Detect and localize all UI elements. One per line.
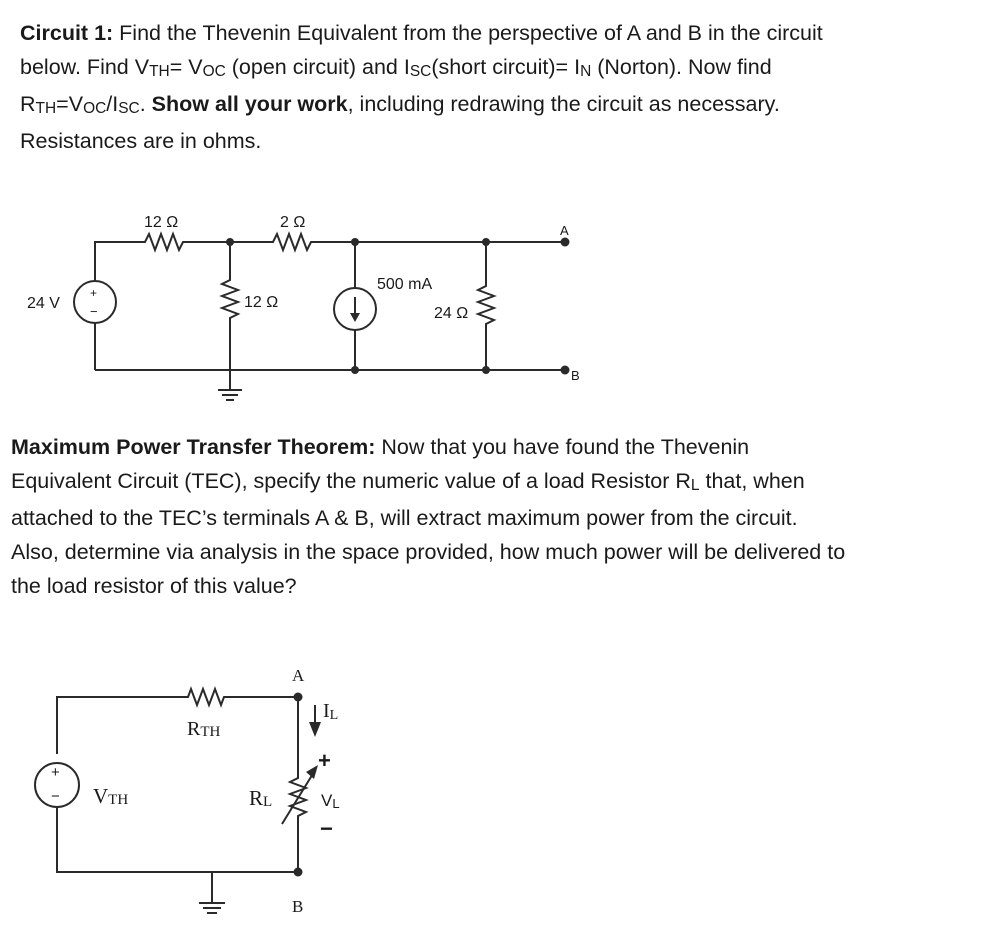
rth-label	[187, 718, 221, 740]
terminal-b-dot	[294, 868, 303, 877]
rl-subscript: L	[690, 476, 700, 494]
emphasis-text: Show all your work	[151, 92, 348, 116]
rl-sub: L	[263, 794, 273, 810]
il-sub: L	[329, 708, 339, 723]
problem1-line3-c: /I	[106, 92, 119, 116]
rl-main: R	[249, 786, 264, 810]
il-label	[323, 700, 338, 723]
isc-subscript: SC	[409, 62, 432, 80]
vl-label	[321, 791, 340, 811]
problem2-line3: attached to the TEC’s terminals A & B, will extract maximum power from the circuit.	[11, 506, 798, 530]
vl-sub: L	[332, 796, 340, 811]
problem1-line3-e: , including redrawing the circuit as necessary.	[347, 92, 780, 116]
problem1-line2-a: below. Find V	[20, 55, 150, 79]
vth-label	[93, 784, 128, 808]
r4-label: 24 Ω	[434, 305, 469, 322]
vth-subscript: TH	[149, 62, 170, 80]
source-plus-sign: +	[90, 286, 98, 300]
rth-sub: TH	[200, 724, 221, 740]
problem2-line1: Now that you have found the Thevenin	[375, 435, 750, 459]
r3-label: 12 Ω	[244, 294, 279, 311]
problem2-heading: Maximum Power Transfer Theorem:	[11, 435, 376, 459]
terminal-a-label: A	[560, 223, 569, 238]
vl-main: V	[321, 791, 333, 810]
problem1-line2-e: (Norton). Now find	[591, 55, 772, 79]
variable-arrow-head-icon	[306, 765, 318, 779]
problem1-line2-b: = V	[169, 55, 203, 79]
il-arrow-head-icon	[309, 722, 321, 737]
problem1-line4: Resistances are in ohms.	[20, 129, 262, 153]
terminal-b-label: B	[292, 897, 304, 916]
current-source-label: 500 mA	[377, 276, 433, 293]
r2-label: 2 Ω	[280, 214, 306, 231]
source-label: 24 V	[27, 295, 60, 312]
r1-label: 12 Ω	[144, 214, 179, 231]
resistor-rth	[185, 689, 228, 705]
rl-label	[249, 786, 272, 810]
problem2-line5: the load resistor of this value?	[11, 574, 297, 598]
problem1-line3-a: R	[20, 92, 36, 116]
isc-subscript-2: SC	[118, 99, 140, 117]
vth-main: V	[93, 784, 109, 808]
vth-plus-sign: +	[51, 764, 60, 781]
problem1-line3-d: .	[139, 92, 152, 116]
problem1-line1: Find the Thevenin Equivalent from the perspective of A and B in the circuit	[119, 21, 823, 45]
problem2-line2-b: that, when	[699, 469, 805, 493]
problem1-line2-c: (open circuit) and I	[225, 55, 410, 79]
vth-sub: TH	[108, 792, 129, 808]
rth-main: R	[187, 718, 201, 740]
voc-subscript: OC	[202, 62, 226, 80]
problem2-line2: Equivalent Circuit (TEC), specify the numeric value of a load Resistor R	[11, 469, 691, 493]
source-minus-sign: −	[90, 304, 98, 319]
problem1-heading: Circuit 1:	[20, 21, 114, 45]
problem1-line2-d: (short circuit)= I	[431, 55, 581, 79]
vl-plus-sign: +	[318, 748, 331, 773]
problem1-line3-b: =V	[56, 92, 84, 116]
in-subscript: N	[580, 62, 592, 80]
circuit2-left-top-wire	[57, 697, 185, 754]
terminal-a-dot	[294, 693, 303, 702]
terminal-b-label: B	[571, 368, 580, 383]
vth-minus-sign: −	[51, 788, 60, 805]
terminal-a-label: A	[292, 666, 305, 685]
circuit2-bottom-wire	[57, 807, 298, 872]
il-main: I	[323, 700, 330, 722]
problem2-line4: Also, determine via analysis in the space provided, how much power will be delivered to	[11, 540, 846, 564]
vl-minus-sign: −	[320, 816, 333, 841]
voc-subscript-2: OC	[83, 99, 107, 117]
rth-subscript: TH	[35, 99, 57, 117]
